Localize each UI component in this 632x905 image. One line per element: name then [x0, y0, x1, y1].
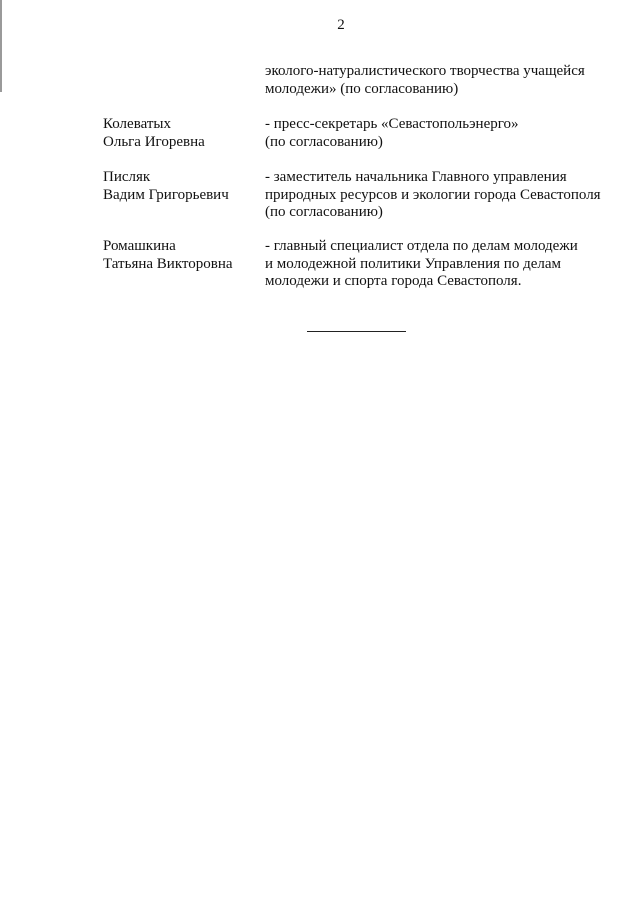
member-given-names: Ольга Игоревна — [103, 133, 205, 150]
member-role — [265, 116, 625, 151]
member-given-names: Татьяна Викторовна — [103, 255, 233, 272]
member-role-line: природных ресурсов и экологии города Севастополя — [265, 186, 601, 203]
member-role-line: - заместитель начальника Главного управления — [265, 169, 567, 185]
page-edge-mark — [0, 0, 2, 92]
page-number: 2 — [337, 17, 345, 33]
member-name — [103, 238, 258, 273]
member-name — [103, 169, 258, 204]
member-role — [265, 169, 625, 222]
member-surname: Писляк — [103, 169, 151, 185]
member-surname: Колеватых — [103, 116, 171, 132]
continuation-line: молодежи» (по согласованию) — [265, 80, 459, 97]
member-role-line: (по согласованию) — [265, 133, 383, 150]
member-role-line: молодежи и спорта города Севастополя. — [265, 273, 522, 289]
member-role — [265, 238, 625, 291]
member-role-line: - пресс-секретарь «Севастопольэнерго» — [265, 116, 519, 132]
member-role-line: - главный специалист отдела по делам молодежи — [265, 238, 578, 254]
member-surname: Ромашкина — [103, 238, 176, 254]
member-name — [103, 116, 258, 151]
member-role-line: и молодежной политики Управления по делам — [265, 255, 561, 272]
continuation-line: эколого-натуралистического творчества учащейся — [265, 63, 585, 79]
end-of-list-divider — [307, 331, 406, 332]
member-given-names: Вадим Григорьевич — [103, 186, 229, 203]
member-role-line: (по согласованию) — [265, 204, 383, 220]
continuation-text — [265, 63, 625, 98]
